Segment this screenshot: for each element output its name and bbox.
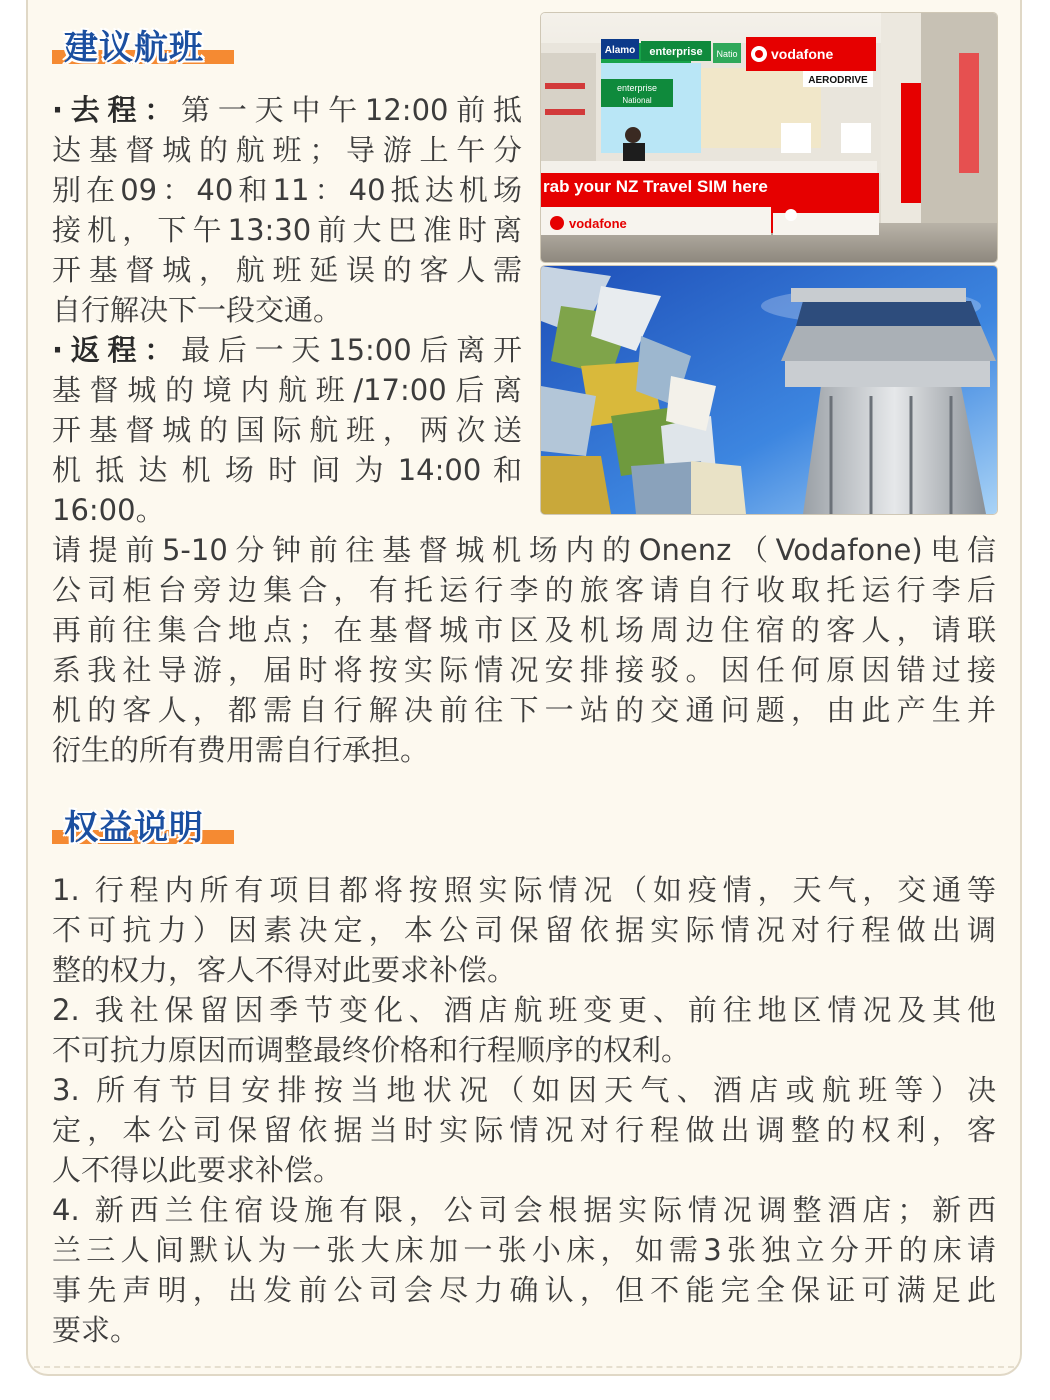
text-line [52, 1070, 996, 1110]
text-line [52, 170, 522, 210]
photo-control-tower [541, 266, 997, 514]
text-line [52, 610, 996, 650]
text-line [52, 290, 522, 330]
section-title: 权益说明 [64, 808, 204, 848]
line-text: 请提前5-10分钟前往基督城机场内的Onenz（Vodafone)电信 [52, 533, 996, 567]
line-text: 1. 行程内所有项目都将按照实际情况（如疫情，天气，交通等 [52, 873, 996, 907]
line-text: 公司柜台旁边集合，有托运行李的旅客请自行收取托运行李后 [52, 573, 996, 607]
text-line [52, 1150, 996, 1190]
sign-aerodrive: AERODRIVE [808, 75, 868, 86]
sign-enterprise-2: enterprise [616, 83, 658, 93]
sign-national-2: National [622, 96, 652, 105]
text-line [52, 690, 996, 730]
text-line [52, 90, 522, 130]
text-line [52, 410, 522, 450]
line-text: 接机，下午13:30前大巴准时离 [52, 213, 522, 247]
line-text: 机 抵 达 机 场 时 间 为 14:00 和 [52, 453, 522, 487]
sign-alamo: Alamo [604, 45, 636, 56]
text-line [52, 1270, 996, 1310]
bullet-label: ·去程： [52, 93, 182, 127]
text-line [52, 650, 996, 690]
line-text: 再前往集合地点；在基督城市区及机场周边住宿的客人，请联 [52, 613, 996, 647]
line-text: 衍生的所有费用需自行承担。 [52, 733, 430, 767]
line-text: 人不得以此要求补偿。 [52, 1153, 343, 1187]
line-text: 开基督城，航班延误的客人需 [52, 253, 522, 287]
text-line [52, 950, 996, 990]
line-text: 基督城的境内航班/17:00后离 [52, 373, 522, 407]
line-text: 4. 新西兰住宿设施有限，公司会根据实际情况调整酒店；新西 [52, 1193, 996, 1227]
line-text: 定，本公司保留依据当时实际情况对行程做出调整的权利，客 [52, 1113, 996, 1147]
text-line [52, 1310, 996, 1350]
text-line [52, 330, 522, 370]
sign-national: Natio [716, 49, 738, 59]
section-title: 建议航班 [64, 28, 204, 68]
text-line [52, 730, 996, 770]
counter-brand: vodafone [569, 216, 627, 231]
line-text: 16:00。 [52, 493, 165, 527]
text-line [52, 870, 996, 910]
line-text: 别在09：40和11：40抵达机场 [52, 173, 522, 207]
text-line [52, 530, 996, 570]
photo-airport-counter [541, 13, 997, 262]
line-text: 自行解决下一段交通。 [52, 293, 343, 327]
text-line [52, 1230, 996, 1270]
text-line [52, 210, 522, 250]
banner-travel-sim: rab your NZ Travel SIM here [543, 177, 768, 196]
text-line [52, 1190, 996, 1230]
line-text: 机的客人，都需自行解决前往下一站的交通问题，由此产生并 [52, 693, 996, 727]
text-line [52, 490, 522, 530]
text-line [52, 570, 996, 610]
text-line [52, 450, 522, 490]
line-text: 不可抗力）因素决定，本公司保留依据实际情况对行程做出调 [52, 913, 996, 947]
line-text: 兰三人间默认为一张大床加一张小床，如需3张独立分开的床请 [52, 1233, 996, 1267]
sign-vodafone: vodafone [771, 46, 834, 62]
line-text: 要求。 [52, 1313, 140, 1347]
line-text: 开基督城的国际航班，两次送 [52, 413, 522, 447]
sign-enterprise: enterprise [649, 46, 703, 58]
line-text: 系我社导游，届时将按实际情况安排接驳。因任何原因错过接 [52, 653, 996, 687]
line-text: 事先声明，出发前公司会尽力确认，但不能完全保证可满足此 [52, 1273, 996, 1307]
text-line [52, 130, 522, 170]
text-line [52, 370, 522, 410]
text-line [52, 990, 996, 1030]
text-line [52, 250, 522, 290]
bullet-label: ·返程： [52, 333, 182, 367]
line-text: 3. 所有节目安排按当地状况（如因天气、酒店或航班等）决 [52, 1073, 996, 1107]
line-text: 不可抗力原因而调整最终价格和行程顺序的权利。 [52, 1033, 691, 1067]
line-text: 第一天中午12:00前抵 [181, 93, 522, 127]
line-text: 整的权力，客人不得对此要求补偿。 [52, 953, 517, 987]
line-text: 2. 我社保留因季节变化、酒店航班变更、前往地区情况及其他 [52, 993, 996, 1027]
text-line [52, 910, 996, 950]
text-line [52, 1110, 996, 1150]
line-text: 最后一天15:00后离开 [181, 333, 522, 367]
text-line [52, 1030, 996, 1070]
line-text: 达基督城的航班；导游上午分 [52, 133, 522, 167]
